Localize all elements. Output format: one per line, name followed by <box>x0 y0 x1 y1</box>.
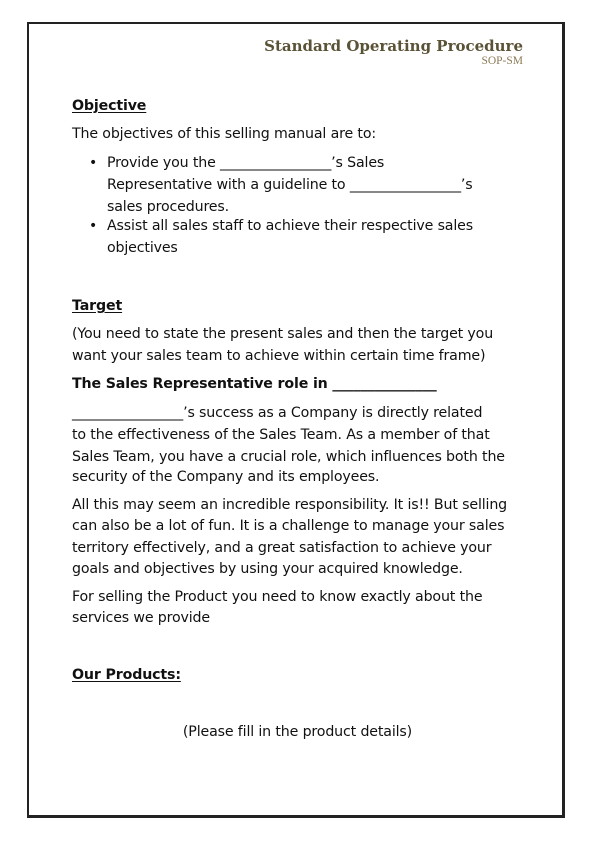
role-paragraph-1-line-1: ________________’s success as a Company is directly related <box>72 405 483 421</box>
bullet-2-line-2: objectives <box>107 240 178 256</box>
document-code: SOP-SM <box>481 55 523 67</box>
role-paragraph-3-line-2: services we provide <box>72 610 210 626</box>
role-heading: The Sales Representative role in _______________ <box>72 376 437 392</box>
target-line-1: (You need to state the present sales and then the target you <box>72 326 494 342</box>
role-paragraph-1-line-2: to the effectiveness of the Sales Team. As a member of that <box>72 427 490 443</box>
bullet-1-line-3: sales procedures. <box>107 199 229 215</box>
objective-heading: Objective <box>72 98 147 114</box>
bullet-marker: • <box>89 155 98 171</box>
target-heading: Target <box>72 298 123 314</box>
products-note: (Please fill in the product details) <box>182 724 413 740</box>
role-paragraph-2-line-1: All this may seem an incredible responsibility. It is!! But selling <box>72 497 508 513</box>
objective-intro: The objectives of this selling manual are to: <box>72 126 376 142</box>
role-paragraph-3-line-1: For selling the Product you need to know exactly about the <box>72 589 483 605</box>
role-paragraph-2-line-2: can also be a lot of fun. It is a challenge to manage your sales <box>72 518 505 534</box>
document-title: Standard Operating Procedure <box>264 37 523 55</box>
bullet-2-line-1: Assist all sales staff to achieve their respective sales <box>107 218 473 234</box>
bullet-1-line-2: Representative with a guideline to ________________’s <box>107 177 473 193</box>
role-paragraph-2-line-3: territory effectively, and a great satisfaction to achieve your <box>72 540 492 556</box>
bullet-1-line-1: Provide you the ________________’s Sales <box>107 155 385 171</box>
target-line-2: want your sales team to achieve within certain time frame) <box>72 348 486 364</box>
role-paragraph-2-line-4: goals and objectives by using your acquired knowledge. <box>72 561 463 577</box>
role-paragraph-1-line-4: security of the Company and its employees. <box>72 469 380 485</box>
role-paragraph-1-line-3: Sales Team, you have a crucial role, which influences both the <box>72 449 505 465</box>
products-heading: Our Products: <box>72 667 181 683</box>
bullet-marker: • <box>89 218 98 234</box>
